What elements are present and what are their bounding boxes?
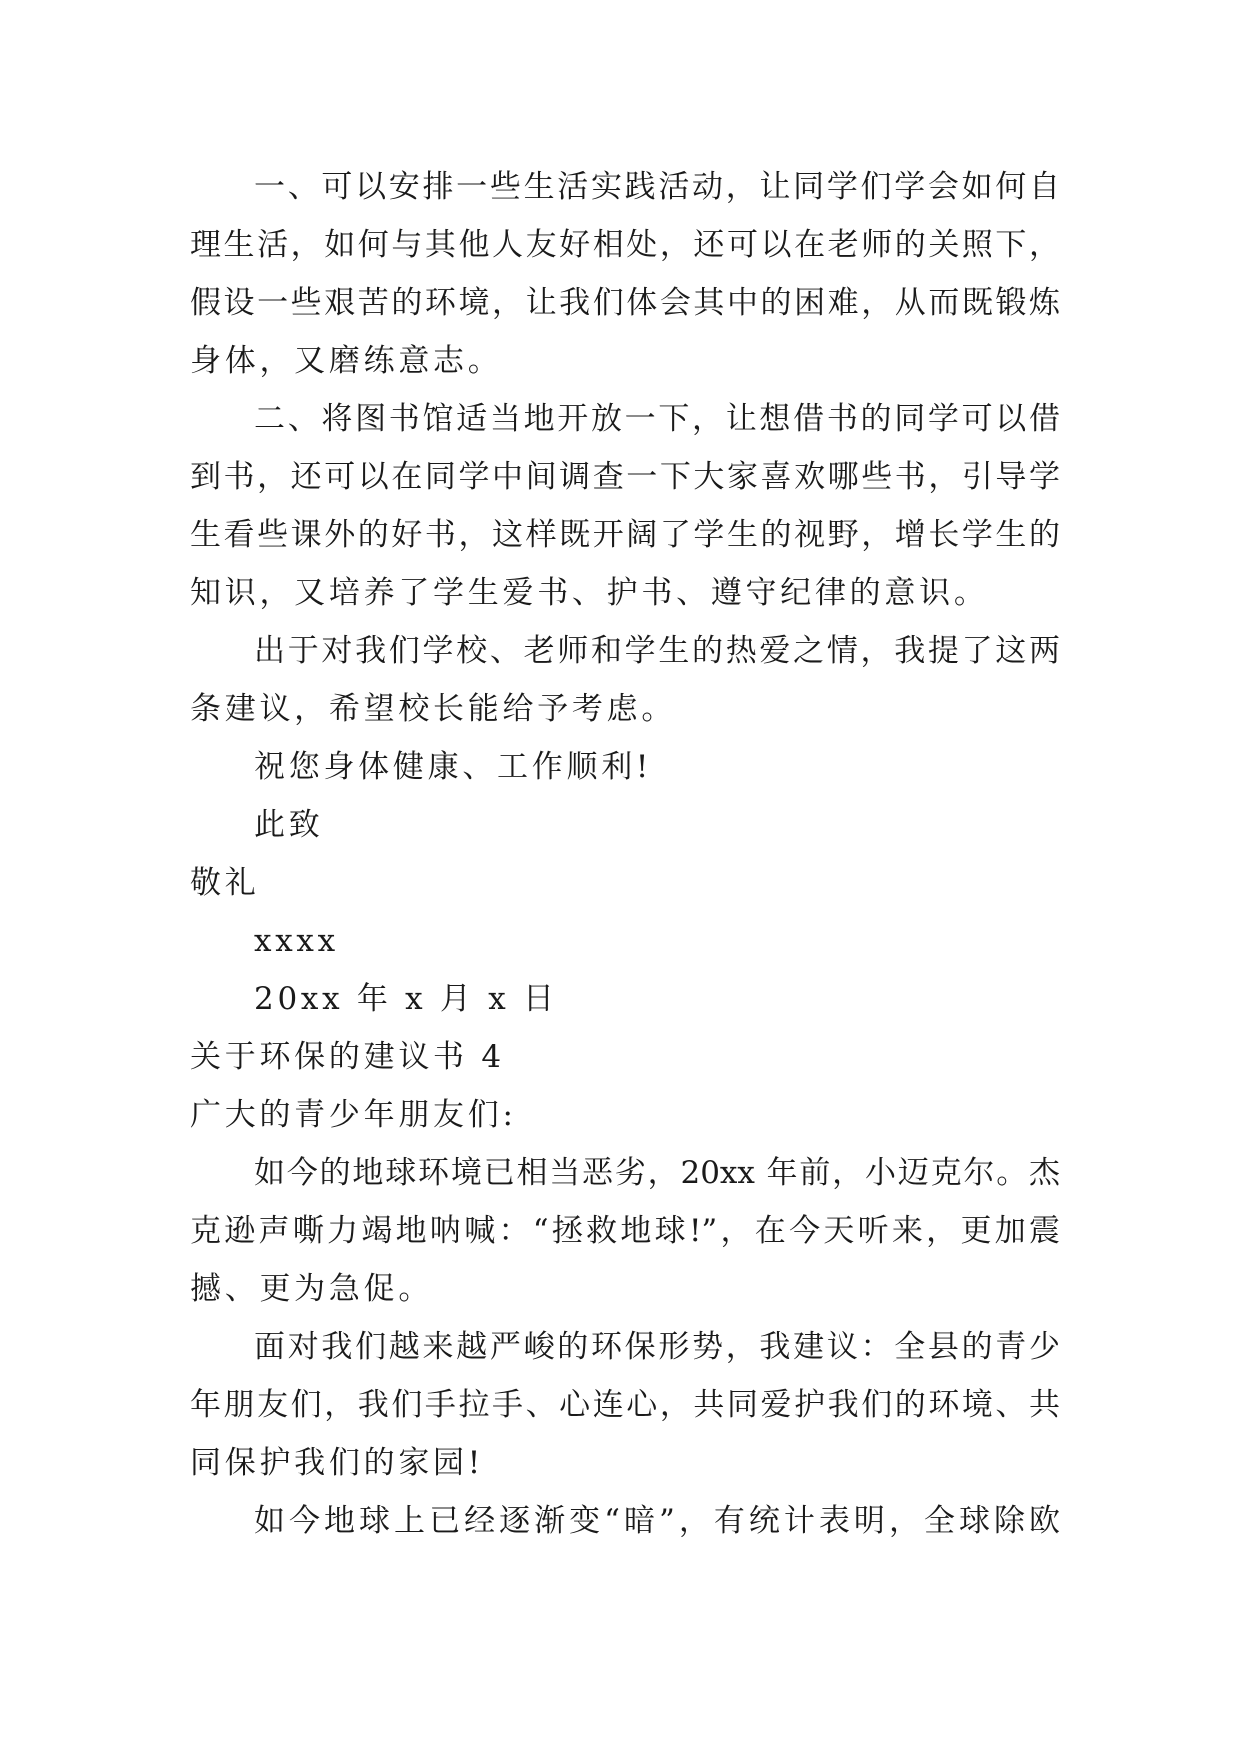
text-line: 条建议，希望校长能给予考虑。 (190, 691, 677, 727)
document-page (190, 158, 1060, 1550)
text-line: 年朋友们，我们手拉手、心连心，共同爱护我们的环境、共 (190, 1387, 1060, 1423)
date: 20xx 年 x 月 x 日 (254, 981, 558, 1017)
text-line: 如今地球上已经逐渐变“暗”，有统计表明，全球除欧 (254, 1503, 1060, 1539)
closing-wish: 祝您身体健康、工作顺利! (254, 749, 653, 785)
closing-jingli: 敬礼 (190, 865, 260, 901)
text-line: 理生活，如何与其他人友好相处，还可以在老师的关照下， (190, 227, 1060, 263)
text-line: 同保护我们的家园! (190, 1445, 484, 1481)
text-line: 如今的地球环境已相当恶劣，20xx 年前，小迈克尔。杰 (254, 1155, 1060, 1191)
signature: xxxx (254, 923, 339, 959)
paragraph-1 (190, 158, 1060, 390)
section-title: 关于环保的建议书 4 (190, 1039, 505, 1075)
paragraph-5 (190, 1318, 1060, 1492)
text-line: 面对我们越来越严峻的环保形势，我建议：全县的青少 (254, 1329, 1060, 1365)
text-line: 假设一些艰苦的环境，让我们体会其中的困难，从而既锻炼 (190, 285, 1060, 321)
text-line: 二、将图书馆适当地开放一下，让想借书的同学可以借 (254, 401, 1060, 437)
salutation: 广大的青少年朋友们: (190, 1097, 517, 1133)
text-line: 到书，还可以在同学中间调查一下大家喜欢哪些书，引导学 (190, 459, 1060, 495)
paragraph-6 (190, 1492, 1060, 1550)
text-line: 克逊声嘶力竭地呐喊：“拯救地球!”，在今天听来，更加震 (190, 1213, 1060, 1249)
text-line: 生看些课外的好书，这样既开阔了学生的视野，增长学生的 (190, 517, 1060, 553)
text-line: 撼、更为急促。 (190, 1271, 434, 1307)
paragraph-2 (190, 390, 1060, 622)
text-line: 一、可以安排一些生活实践活动，让同学们学会如何自 (254, 169, 1060, 205)
text-line: 知识，又培养了学生爱书、护书、遵守纪律的意识。 (190, 575, 989, 611)
paragraph-4 (190, 1144, 1060, 1318)
text-line: 身体，又磨练意志。 (190, 343, 503, 379)
text-line: 出于对我们学校、老师和学生的热爱之情，我提了这两 (254, 633, 1060, 669)
paragraph-3 (190, 622, 1060, 738)
closing-cizhi: 此致 (254, 807, 324, 843)
